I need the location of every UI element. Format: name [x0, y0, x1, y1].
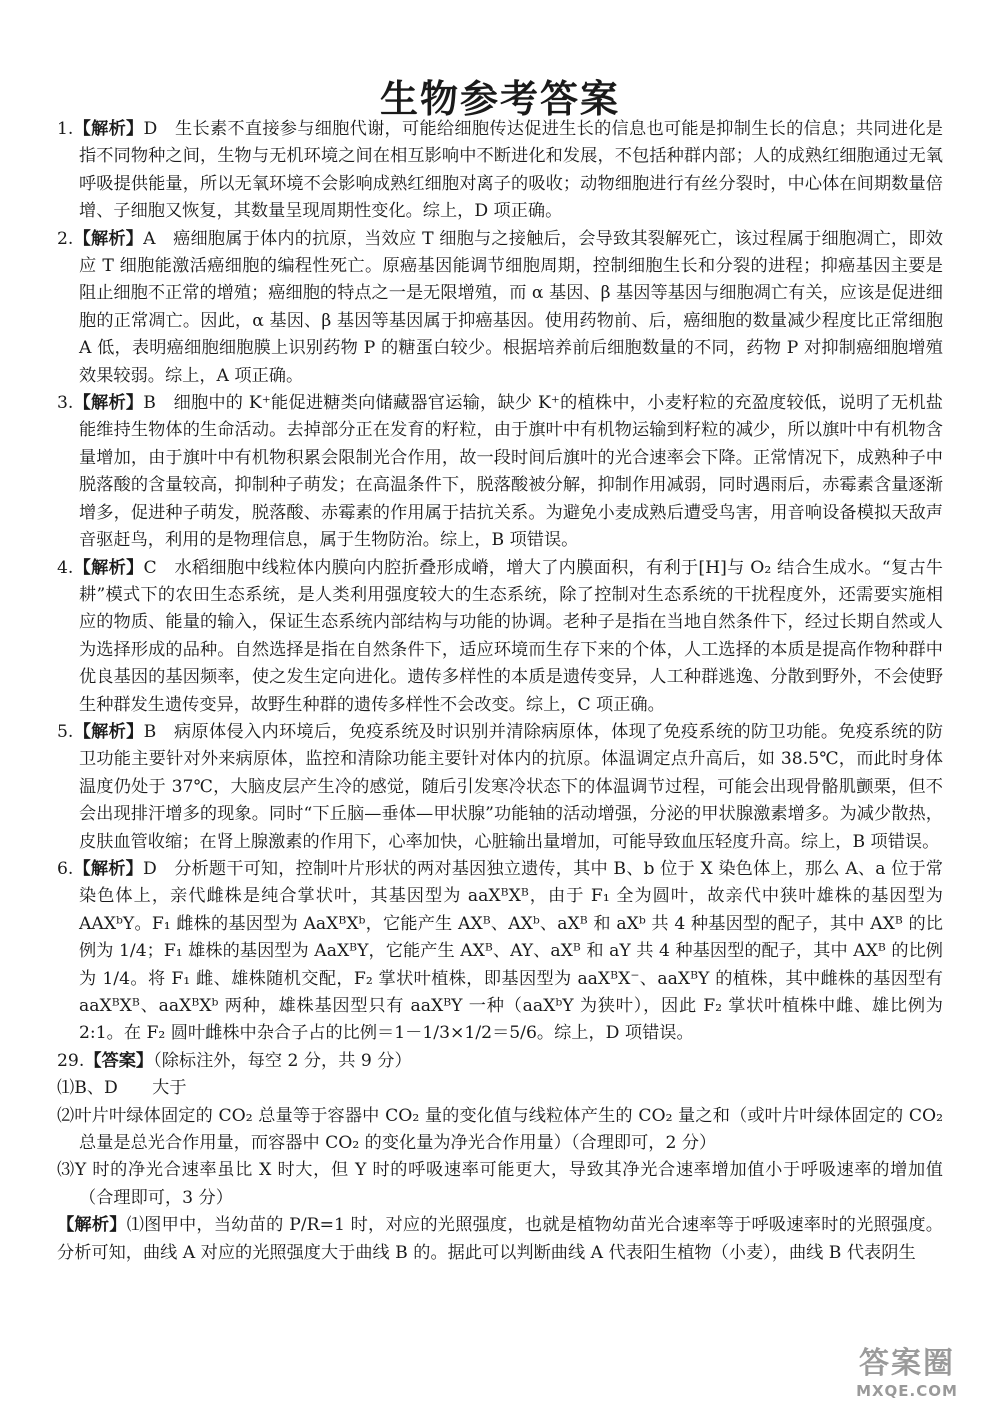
- answer-29-part-2: ⑵叶片叶绿体固定的 CO₂ 总量等于容器中 CO₂ 量的变化值与线粒体产生的 CO₂ 量之和（或叶片叶绿体固定的 CO₂ 总量是总光合作用量，而容器中 CO₂ 的变化量为净光合作用量）（合理即可，2 分）: [57, 1105, 943, 1154]
- answer-29-part-3: ⑶Y 时的净光合速率虽比 X 时大，但 Y 时的呼吸速率可能更大，导致其净光合速率增加值小于呼吸速率的增加值（合理即可，3 分）: [57, 1160, 943, 1208]
- answer-item-6: 6.【解析】D 分析题干可知，控制叶片形状的两对基因独立遗传，其中 B、b 位于 X 染色体上，那么 A、a 位于常染色体上，亲代雌株是纯合掌状叶，其基因型为 aaXᴮXᴮ，由于 F₁ 全为圆叶，故亲代中狭叶雄株的基因型为 AAXᵇY。F₁ 雌株的基因型为 AaXᴮXᵇ，它能产生 AXᴮ、AXᵇ、aXᴮ 和 aXᵇ 共 4 种基因型的配子，其中 AXᴮ 的比例为 1/4；F₁ 雄株的基因型为 AaXᴮY，它能产生 AXᴮ、AY、aXᴮ 和 aY 共 4 种基因型的配子，其中 AXᴮ 的比例为 1/4。将 F₁ 雌、雄株随机交配，F₂ 掌状叶植株，即基因型为 aaXᴮX⁻、aaXᴮY 的植株，其中雌株的基因型有 aaXᴮXᴮ、aaXᴮXᵇ 两种，雄株基因型只有 aaXᴮY 一种（aaXᵇY 为狭叶），因此 F₂ 掌状叶植株中雌、雄比例为 2:1。在 F₂ 圆叶雌株中杂合子占的比例＝1－1/3×1/2＝5/6。综上，D 项错误。: [57, 858, 943, 1044]
- watermark-logo-text: 答案圈: [859, 1346, 955, 1381]
- answer-item-2: 2.【解析】A 癌细胞属于体内的抗原，当效应 T 细胞与之接触后，会导致其裂解死亡，该过程属于细胞凋亡，即效应 T 细胞能激活癌细胞的编程性死亡。原癌基因能调节细胞周期，控制细胞生长和分裂的进程；抑癌基因主要是阻止细胞不正常的增殖；癌细胞的特点之一是无限增殖，而 α 基因、β 基因等基因与细胞凋亡有关，应该是促进细胞的正常凋亡。因此，α 基因、β 基因等基因属于抑癌基因。使用药物前、后，癌细胞的数量减少程度比正常细胞 A 低，表明癌细胞细胞膜上识别药物 P 的糖蛋白较少。根据培养前后细胞数量的不同，药物 P 对抑制癌细胞增殖效果较弱。综上，A 项正确。: [57, 228, 943, 386]
- watermark-site-text: MXQE.COM: [856, 1382, 958, 1400]
- answer-content: [57, 116, 943, 1267]
- answer-29-part-1: ⑴B、D 大于: [57, 1078, 187, 1099]
- answer-29-header: 29.【答案】（除标注外，每空 2 分，共 9 分）: [57, 1050, 412, 1071]
- watermark-logo: [842, 1346, 972, 1406]
- page-title: 生物参考答案: [379, 77, 620, 121]
- answer-item-4: 4.【解析】C 水稻细胞中线粒体内膜向内腔折叠形成嵴，增大了内膜面积，有利于[H]与 O₂ 结合生成水。“复古牛耕”模式下的农田生态系统，是人类利用强度较大的生态系统，除了控制对生态系统的干扰程度外，还需要实施相应的物质、能量的输入，保证生态系统内部结构与功能的协调。老种子是指在当地自然条件下，经过长期自然或人为选择形成的品种。自然选择是指在自然条件下，适应环境而生存下来的个体，人工选择的本质是提高作物种群中优良基因的基因频率，使之发生定向进化。遗传多样性的本质是遗传变异，人工种群逃逸、分散到野外，不会使野生种群发生遗传变异，故野生种群的遗传多样性不会改变。综上，C 项正确。: [57, 557, 943, 715]
- answer-item-1: 1.【解析】D 生长素不直接参与细胞代谢，可能给细胞传达促进生长的信息也可能是抑制生长的信息；共同进化是指不同物种之间，生物与无机环境之间在相互影响中不断进化和发展，不包括种群内部；人的成熟红细胞通过无氧呼吸提供能量，所以无氧环境不会影响成熟红细胞对离子的吸收；动物细胞进行有丝分裂时，中心体在间期数量倍增、子细胞又恢复，其数量呈现周期性变化。综上，D 项正确。: [57, 119, 943, 222]
- answer-29-analysis: 【解析】⑴图甲中，当幼苗的 P/R=1 时，对应的光照强度，也就是植物幼苗光合速率等于呼吸速率时的光照强度。分析可知，曲线 A 对应的光照强度大于曲线 B 的。据此可以判断曲线 A 代表阳生植物（小麦），曲线 B 代表阴生: [57, 1215, 943, 1263]
- answer-item-5: 5.【解析】B 病原体侵入内环境后，免疫系统及时识别并清除病原体，体现了免疫系统的防卫功能。免疫系统的防卫功能主要针对外来病原体，监控和清除功能主要针对体内的抗原。体温调定点升高后，如 38.5℃，而此时身体温度仍处于 37℃，大脑皮层产生冷的感觉，随后引发寒冷状态下的体温调节过程，可能会出现骨骼肌颤栗，但不会出现排汗增多的现象。同时“下丘脑—垂体—甲状腺”功能轴的活动增强，分泌的甲状腺激素增多。为减少散热，皮肤血管收缩；在肾上腺激素的作用下，心率加快，心脏输出量增加，可能导致血压轻度升高。综上，B 项错误。: [57, 721, 943, 852]
- answer-item-3: 3.【解析】B 细胞中的 K⁺能促进糖类向储藏器官运输，缺少 K⁺的植株中，小麦籽粒的充盈度较低，说明了无机盐能维持生物体的生命活动。去掉部分正在发育的籽粒，由于旗叶中有机物运输到籽粒的减少，所以旗叶中有机物含量增加，由于旗叶中有机物积累会限制光合作用，故一段时间后旗叶的光合速率会下降。正常情况下，成熟种子中脱落酸的含量较高，抑制种子萌发；在高温条件下，脱落酸被分解，抑制作用减弱，同时遇雨后，赤霉素含量逐渐增多，促进种子萌发，脱落酸、赤霉素的作用属于拮抗关系。为避免小麦成熟后遭受鸟害，用音响设备模拟天敌声音驱赶鸟，利用的是物理信息，属于生物防治。综上，B 项错误。: [57, 393, 943, 551]
